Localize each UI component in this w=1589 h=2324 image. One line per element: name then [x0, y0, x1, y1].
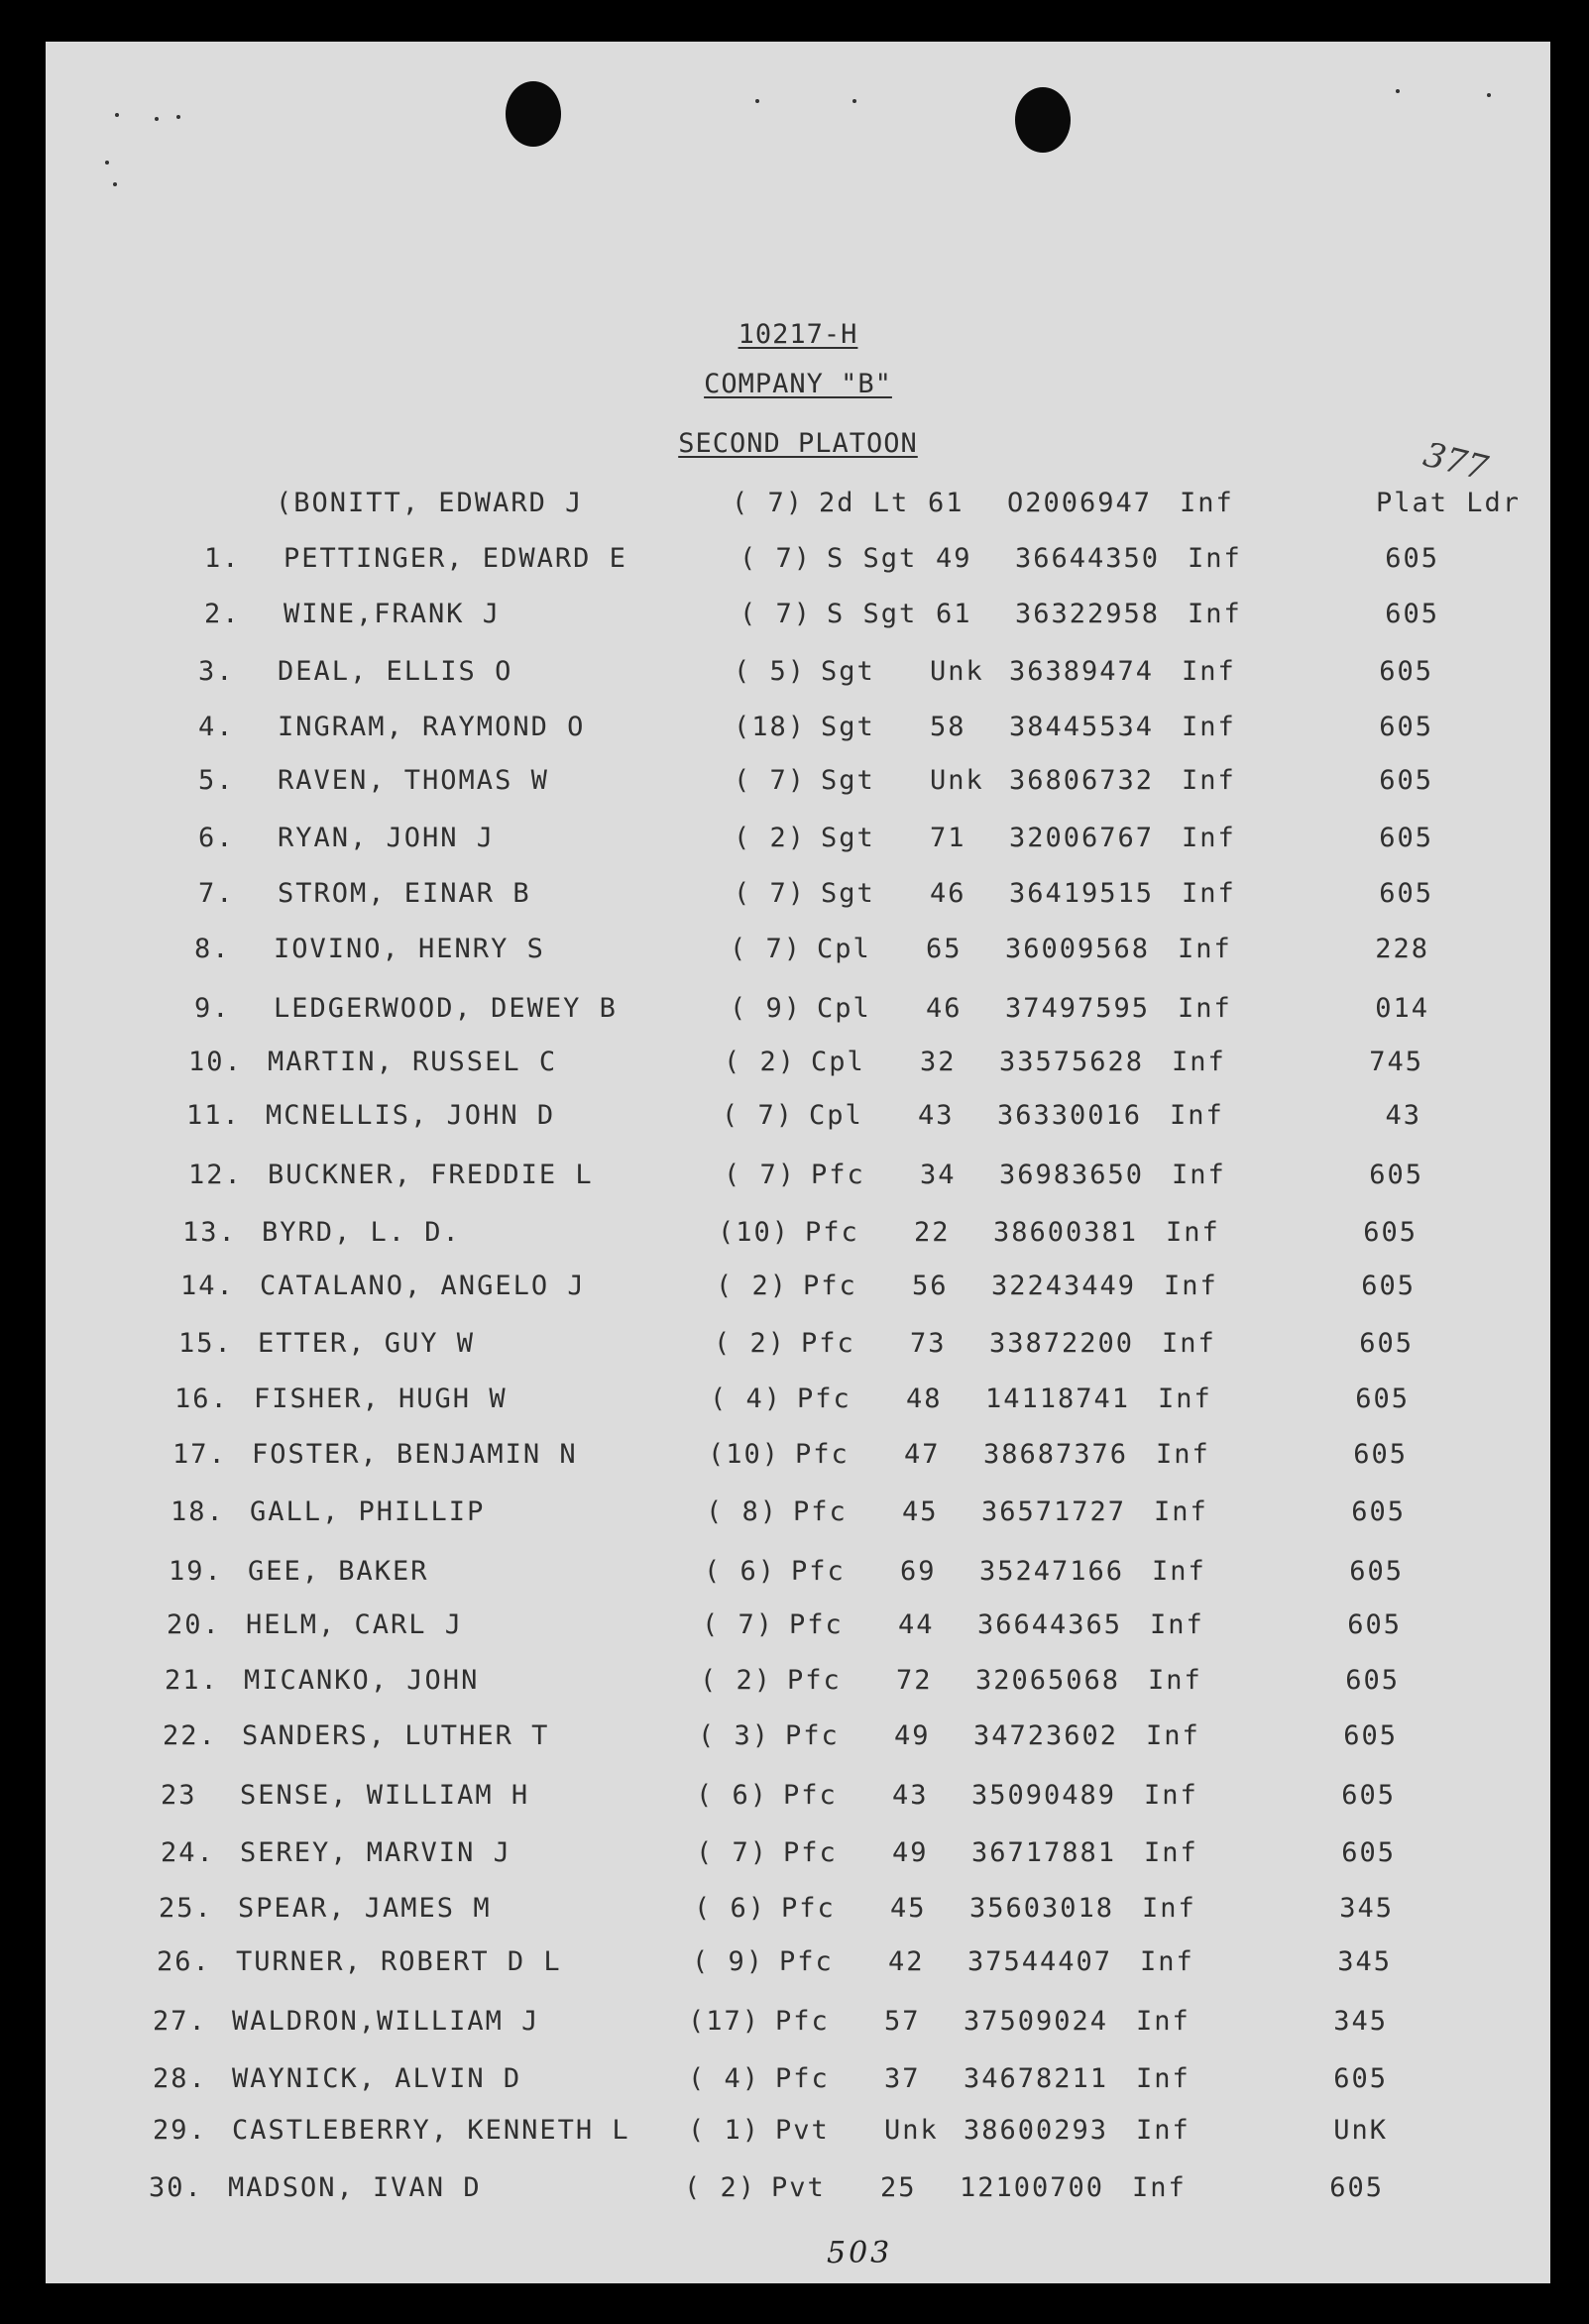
roster-num: 18. — [170, 1496, 225, 1527]
roster-code: 605 — [1361, 1271, 1416, 1301]
roster-name: SENSE, WILLIAM H — [240, 1780, 530, 1811]
roster-cnt: (10) — [708, 1439, 781, 1470]
roster-num: 13. — [182, 1217, 237, 1248]
company-heading: COMPANY "B" — [704, 369, 892, 399]
roster-serial: 34678211 — [964, 2063, 1109, 2094]
roster-cnt: ( 7) — [734, 765, 807, 796]
roster-num: 5. — [198, 765, 235, 796]
roster-cnt: ( 7) — [702, 1609, 775, 1640]
roster-num: 2. — [204, 599, 241, 629]
roster-code: 605 — [1385, 543, 1439, 574]
roster-code: 605 — [1349, 1556, 1404, 1587]
roster-serial: 38687376 — [983, 1439, 1129, 1470]
roster-arm: Inf — [1140, 1946, 1194, 1977]
roster-cnt: ( 7) — [739, 599, 813, 629]
roster-cnt: ( 4) — [710, 1383, 783, 1414]
roster-row — [63, 1383, 1568, 1423]
roster-cnt: ( 7) — [696, 1837, 769, 1868]
roster-num: 19. — [169, 1556, 223, 1587]
roster-serial: 32006767 — [1009, 823, 1155, 853]
roster-serial: 36983650 — [999, 1160, 1145, 1190]
roster-row — [87, 878, 1589, 918]
roster-grade: Pfc — [811, 1160, 865, 1190]
roster-grade: Pfc — [797, 1383, 851, 1414]
roster-row — [42, 2063, 1546, 2103]
roster-grade: Pfc — [775, 2006, 830, 2037]
roster-code: Plat Ldr — [1375, 488, 1521, 518]
roster-row — [42, 2006, 1546, 2046]
roster-cnt: ( 6) — [704, 1556, 777, 1587]
roster-age: 45 — [890, 1893, 927, 1924]
roster-arm: Inf — [1172, 1160, 1226, 1190]
roster-name: BYRD, L. D. — [262, 1217, 461, 1248]
roster-age: 44 — [898, 1609, 935, 1640]
roster-code: 605 — [1359, 1328, 1414, 1359]
roster-arm: Inf — [1162, 1328, 1216, 1359]
roster-row — [77, 1160, 1582, 1199]
roster-row — [38, 2172, 1542, 2212]
roster-code: 605 — [1343, 1720, 1398, 1751]
roster-arm: Inf — [1142, 1893, 1196, 1924]
roster-name: PETTINGER, EDWARD E — [284, 543, 627, 574]
roster-num: 23 — [161, 1780, 197, 1811]
roster-grade: Pfc — [801, 1328, 855, 1359]
roster-list — [46, 42, 1550, 2283]
roster-num: 7. — [198, 878, 235, 909]
roster-name: WINE,FRANK J — [284, 599, 502, 629]
roster-name: FISHER, HUGH W — [254, 1383, 508, 1414]
roster-arm: Inf — [1156, 1439, 1210, 1470]
roster-serial: 36806732 — [1009, 765, 1155, 796]
roster-arm: Inf — [1164, 1271, 1218, 1301]
roster-serial: 37497595 — [1005, 993, 1151, 1024]
roster-arm: Inf — [1182, 878, 1236, 909]
roster-age: 25 — [880, 2172, 917, 2203]
roster-serial: 38445534 — [1009, 712, 1155, 742]
roster-cnt: (18) — [734, 712, 807, 742]
roster-cnt: ( 2) — [714, 1328, 787, 1359]
roster-arm: Inf — [1150, 1609, 1204, 1640]
roster-age: 57 — [884, 2006, 921, 2037]
roster-cnt: ( 7) — [724, 1160, 797, 1190]
roster-cnt: ( 4) — [688, 2063, 761, 2094]
roster-name: WALDRON,WILLIAM J — [232, 2006, 540, 2037]
roster-cnt: ( 9) — [730, 993, 803, 1024]
roster-row — [75, 1100, 1580, 1140]
roster-grade: Pfc — [795, 1439, 850, 1470]
roster-cnt: ( 7) — [734, 878, 807, 909]
roster-name: RYAN, JOHN J — [278, 823, 496, 853]
roster-name: CASTLEBERRY, KENNETH L — [232, 2115, 630, 2146]
roster-num: 9. — [194, 993, 231, 1024]
roster-arm: Inf — [1152, 1556, 1206, 1587]
roster-serial: 38600381 — [993, 1217, 1139, 1248]
roster-row — [83, 934, 1588, 973]
roster-name: MARTIN, RUSSEL C — [268, 1047, 558, 1077]
roster-row — [50, 1780, 1554, 1820]
roster-age: 37 — [884, 2063, 921, 2094]
roster-age: 58 — [930, 712, 966, 742]
roster-serial: 36644350 — [1015, 543, 1161, 574]
roster-age: 43 — [892, 1780, 929, 1811]
roster-row — [57, 1556, 1562, 1596]
roster-code: 43 — [1385, 1100, 1421, 1131]
roster-arm: Inf — [1166, 1217, 1220, 1248]
roster-arm: Inf — [1146, 1720, 1200, 1751]
roster-serial: 36644365 — [977, 1609, 1123, 1640]
roster-row — [61, 1439, 1566, 1479]
roster-grade: S Sgt — [827, 599, 918, 629]
roster-cnt: ( 6) — [694, 1893, 767, 1924]
roster-cnt: ( 2) — [684, 2172, 757, 2203]
roster-serial: 36330016 — [997, 1100, 1143, 1131]
roster-cnt: ( 1) — [688, 2115, 761, 2146]
roster-age: 49 — [936, 543, 972, 574]
roster-serial: 36571727 — [981, 1496, 1127, 1527]
roster-row — [87, 823, 1589, 862]
roster-grade: Pfc — [785, 1720, 840, 1751]
roster-grade: Cpl — [817, 934, 871, 964]
roster-arm: Inf — [1180, 488, 1234, 518]
roster-arm: Inf — [1132, 2172, 1187, 2203]
roster-name: MADSON, IVAN D — [228, 2172, 482, 2203]
roster-num: 6. — [198, 823, 235, 853]
roster-num: 20. — [167, 1609, 221, 1640]
roster-serial: 36717881 — [971, 1837, 1117, 1868]
roster-arm: Inf — [1136, 2063, 1191, 2094]
roster-cnt: ( 7) — [722, 1100, 795, 1131]
roster-code: 345 — [1339, 1893, 1394, 1924]
roster-age: 46 — [930, 878, 966, 909]
roster-row — [50, 1837, 1554, 1877]
roster-age: 45 — [902, 1496, 939, 1527]
roster-row — [77, 1047, 1582, 1086]
roster-name: LEDGERWOOD, DEWEY B — [274, 993, 618, 1024]
roster-arm: Inf — [1136, 2006, 1191, 2037]
roster-code: 605 — [1379, 765, 1433, 796]
roster-grade: Pfc — [779, 1946, 834, 1977]
roster-num: 28. — [153, 2063, 207, 2094]
roster-row — [87, 712, 1589, 751]
roster-grade: Sgt — [821, 712, 875, 742]
roster-row — [67, 1328, 1572, 1368]
roster-grade: Pfc — [783, 1780, 838, 1811]
roster-name: HELM, CARL J — [246, 1609, 464, 1640]
roster-code: 605 — [1341, 1780, 1396, 1811]
roster-serial: 36419515 — [1009, 878, 1155, 909]
roster-serial: 32065068 — [975, 1665, 1121, 1696]
roster-row — [87, 656, 1589, 696]
roster-num: 1. — [204, 543, 241, 574]
roster-cnt: ( 6) — [696, 1780, 769, 1811]
roster-age: 61 — [936, 599, 972, 629]
roster-grade: S Sgt — [827, 543, 918, 574]
roster-name: DEAL, ELLIS O — [278, 656, 513, 687]
roster-cnt: ( 2) — [716, 1271, 789, 1301]
roster-arm: Inf — [1154, 1496, 1208, 1527]
roster-num: 21. — [165, 1665, 219, 1696]
roster-row — [83, 993, 1588, 1033]
roster-cnt: ( 7) — [732, 488, 805, 518]
roster-age: 61 — [928, 488, 965, 518]
roster-grade: Pfc — [775, 2063, 830, 2094]
roster-cnt: ( 2) — [724, 1047, 797, 1077]
roster-age: 49 — [894, 1720, 931, 1751]
roster-row — [56, 1609, 1560, 1649]
roster-serial: O2006947 — [1007, 488, 1153, 518]
roster-serial: 37544407 — [967, 1946, 1113, 1977]
roster-grade: 2d Lt — [819, 488, 910, 518]
roster-serial: 36322958 — [1015, 599, 1161, 629]
roster-code: 605 — [1363, 1217, 1418, 1248]
roster-code: 605 — [1379, 712, 1433, 742]
roster-cnt: ( 7) — [739, 543, 813, 574]
roster-num: 17. — [172, 1439, 227, 1470]
roster-code: 605 — [1333, 2063, 1388, 2094]
roster-code: 345 — [1333, 2006, 1388, 2037]
roster-grade: Pvt — [775, 2115, 830, 2146]
roster-grade: Pfc — [783, 1837, 838, 1868]
roster-row — [46, 1946, 1550, 1986]
roster-serial: 33575628 — [999, 1047, 1145, 1077]
roster-age: 69 — [900, 1556, 937, 1587]
roster-name: SPEAR, JAMES M — [238, 1893, 492, 1924]
roster-num: 12. — [188, 1160, 243, 1190]
roster-code: 605 — [1369, 1160, 1423, 1190]
roster-grade: Pfc — [803, 1271, 857, 1301]
roster-age: 49 — [892, 1837, 929, 1868]
roster-arm: Inf — [1182, 656, 1236, 687]
roster-name: RAVEN, THOMAS W — [278, 765, 549, 796]
roster-cnt: (17) — [688, 2006, 761, 2037]
roster-row — [85, 488, 1589, 527]
roster-arm: Inf — [1178, 934, 1232, 964]
roster-code: 605 — [1341, 1837, 1396, 1868]
roster-arm: Inf — [1178, 993, 1232, 1024]
roster-age: 47 — [904, 1439, 941, 1470]
roster-num: 29. — [153, 2115, 207, 2146]
roster-age: 56 — [912, 1271, 949, 1301]
roster-num: 24. — [161, 1837, 215, 1868]
roster-num: 4. — [198, 712, 235, 742]
roster-row — [59, 1496, 1564, 1536]
roster-grade: Pfc — [805, 1217, 859, 1248]
roster-name: STROM, EINAR B — [278, 878, 531, 909]
roster-name: GEE, BAKER — [248, 1556, 429, 1587]
roster-arm: Inf — [1144, 1780, 1198, 1811]
roster-name: MCNELLIS, JOHN D — [266, 1100, 556, 1131]
roster-arm: Inf — [1144, 1837, 1198, 1868]
roster-serial: 38600293 — [964, 2115, 1109, 2146]
roster-row — [48, 1893, 1552, 1933]
roster-grade: Pfc — [781, 1893, 836, 1924]
roster-arm: Inf — [1172, 1047, 1226, 1077]
roster-code: 228 — [1375, 934, 1429, 964]
roster-row — [71, 1217, 1576, 1257]
roster-serial: 33872200 — [989, 1328, 1135, 1359]
roster-row — [42, 2115, 1546, 2155]
roster-cnt: (10) — [718, 1217, 791, 1248]
roster-num: 22. — [163, 1720, 217, 1751]
platoon-heading: SECOND PLATOON — [678, 428, 918, 459]
roster-grade: Sgt — [821, 823, 875, 853]
roster-age: Unk — [884, 2115, 939, 2146]
roster-name: SEREY, MARVIN J — [240, 1837, 511, 1868]
roster-age: 22 — [914, 1217, 951, 1248]
roster-serial: 36009568 — [1005, 934, 1151, 964]
roster-arm: Inf — [1188, 599, 1242, 629]
roster-arm: Inf — [1182, 712, 1236, 742]
roster-cnt: ( 9) — [692, 1946, 765, 1977]
roster-row — [69, 1271, 1574, 1310]
roster-age: 42 — [888, 1946, 925, 1977]
roster-cnt: ( 2) — [700, 1665, 773, 1696]
roster-serial: 32243449 — [991, 1271, 1137, 1301]
roster-num: 10. — [188, 1047, 243, 1077]
roster-name: (BONITT, EDWARD J — [276, 488, 584, 518]
roster-serial: 36389474 — [1009, 656, 1155, 687]
roster-row — [54, 1665, 1558, 1705]
roster-age: 46 — [926, 993, 963, 1024]
roster-grade: Pvt — [771, 2172, 826, 2203]
roster-cnt: ( 8) — [706, 1496, 779, 1527]
roster-grade: Cpl — [817, 993, 871, 1024]
roster-grade: Pfc — [787, 1665, 842, 1696]
roster-name: BUCKNER, FREDDIE L — [268, 1160, 594, 1190]
roster-age: 73 — [910, 1328, 947, 1359]
roster-num: 8. — [194, 934, 231, 964]
roster-row — [93, 599, 1589, 638]
roster-age: 72 — [896, 1665, 933, 1696]
roster-cnt: ( 2) — [734, 823, 807, 853]
roster-name: ETTER, GUY W — [258, 1328, 476, 1359]
roster-arm: Inf — [1182, 765, 1236, 796]
roster-name: MICANKO, JOHN — [244, 1665, 480, 1696]
roster-name: CATALANO, ANGELO J — [260, 1271, 586, 1301]
roster-code: 605 — [1345, 1665, 1400, 1696]
roster-row — [87, 765, 1589, 805]
roster-age: 43 — [918, 1100, 955, 1131]
roster-code: 745 — [1369, 1047, 1423, 1077]
roster-age: 48 — [906, 1383, 943, 1414]
roster-num: 27. — [153, 2006, 207, 2037]
roster-age: 34 — [920, 1160, 957, 1190]
roster-age: Unk — [930, 656, 984, 687]
roster-serial: 34723602 — [973, 1720, 1119, 1751]
handwritten-page-number: 377 — [1419, 434, 1492, 490]
roster-code: 605 — [1379, 823, 1433, 853]
roster-code: 605 — [1347, 1609, 1402, 1640]
roster-code: 605 — [1351, 1496, 1406, 1527]
roster-num: 3. — [198, 656, 235, 687]
roster-num: 25. — [159, 1893, 213, 1924]
handwritten-footer-mark: 503 — [827, 2236, 893, 2270]
roster-grade: Pfc — [791, 1556, 846, 1587]
roster-code: 605 — [1353, 1439, 1408, 1470]
file-number: 10217-H — [738, 319, 858, 350]
roster-serial: 35247166 — [979, 1556, 1125, 1587]
roster-age: 71 — [930, 823, 966, 853]
document-page — [46, 42, 1550, 2283]
roster-serial: 35603018 — [969, 1893, 1115, 1924]
roster-grade: Cpl — [809, 1100, 863, 1131]
roster-num: 14. — [180, 1271, 235, 1301]
roster-arm: Inf — [1188, 543, 1242, 574]
roster-grade: Pfc — [789, 1609, 844, 1640]
roster-name: TURNER, ROBERT D L — [236, 1946, 562, 1977]
roster-grade: Sgt — [821, 878, 875, 909]
roster-serial: 35090489 — [971, 1780, 1117, 1811]
roster-arm: Inf — [1182, 823, 1236, 853]
roster-num: 11. — [186, 1100, 241, 1131]
roster-num: 26. — [157, 1946, 211, 1977]
roster-cnt: ( 5) — [734, 656, 807, 687]
roster-name: INGRAM, RAYMOND O — [278, 712, 586, 742]
roster-num: 15. — [178, 1328, 233, 1359]
roster-code: 605 — [1355, 1383, 1410, 1414]
roster-name: SANDERS, LUTHER T — [242, 1720, 550, 1751]
roster-age: 65 — [926, 934, 963, 964]
roster-serial: 37509024 — [964, 2006, 1109, 2037]
roster-serial: 12100700 — [960, 2172, 1105, 2203]
roster-name: IOVINO, HENRY S — [274, 934, 545, 964]
roster-num: 16. — [174, 1383, 229, 1414]
roster-arm: Inf — [1148, 1665, 1202, 1696]
roster-serial: 14118741 — [985, 1383, 1131, 1414]
roster-grade: Pfc — [793, 1496, 848, 1527]
roster-age: 32 — [920, 1047, 957, 1077]
roster-row — [93, 543, 1589, 583]
roster-grade: Cpl — [811, 1047, 865, 1077]
roster-name: GALL, PHILLIP — [250, 1496, 486, 1527]
roster-name: FOSTER, BENJAMIN N — [252, 1439, 578, 1470]
roster-code: 345 — [1337, 1946, 1392, 1977]
roster-code: 605 — [1379, 878, 1433, 909]
roster-grade: Sgt — [821, 765, 875, 796]
roster-name: WAYNICK, ALVIN D — [232, 2063, 522, 2094]
roster-code: 605 — [1385, 599, 1439, 629]
roster-row — [52, 1720, 1556, 1760]
roster-cnt: ( 3) — [698, 1720, 771, 1751]
roster-code: 014 — [1375, 993, 1429, 1024]
roster-code: UnK — [1333, 2115, 1388, 2146]
roster-age: Unk — [930, 765, 984, 796]
roster-num: 30. — [149, 2172, 203, 2203]
roster-arm: Inf — [1158, 1383, 1212, 1414]
roster-arm: Inf — [1136, 2115, 1191, 2146]
roster-grade: Sgt — [821, 656, 875, 687]
roster-arm: Inf — [1170, 1100, 1224, 1131]
roster-cnt: ( 7) — [730, 934, 803, 964]
roster-code: 605 — [1379, 656, 1433, 687]
roster-code: 605 — [1329, 2172, 1384, 2203]
